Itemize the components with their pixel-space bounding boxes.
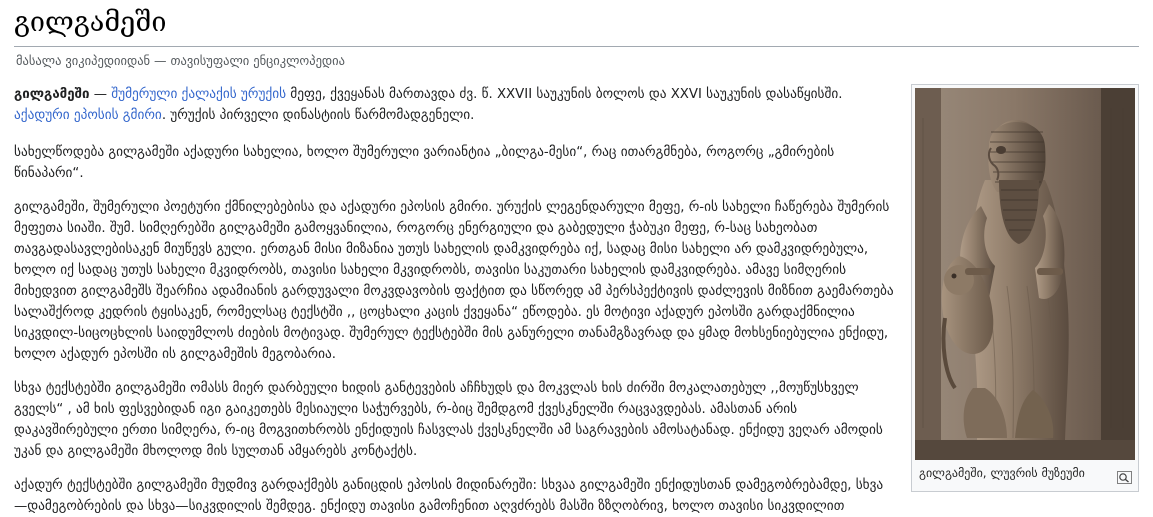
figure-thumbnail[interactable]	[911, 84, 1139, 492]
article-body	[14, 84, 894, 517]
link-sumerian-city[interactable]: შუმერული ქალაქის	[111, 86, 237, 102]
paragraph-2: სახელწოდება გილგამეში აქადური სახელია, ხოლო შუმერული ვარიანტია „ბილგა-მესი“, რაც ითარგმნება, როგორც „გმირების წინაპარი“.	[14, 144, 835, 181]
paragraph-lead	[14, 84, 894, 126]
link-akkadian-epic-hero[interactable]: აქადური ეპოსის გმირი	[14, 107, 162, 123]
paragraph-3: გილგამეში, შუმერული პოეტური ქმნილებებისა და აქადური ეპოსის გმირი. ურუქის ლეგენდარული მეფე, რ-ის სახელი ჩაწერება შუმერის მეფეთა სიაში. შუმ. სიმღერებში გილგამეში გამოყვანილია, როგორც ენერგიული და გაბედული ჭაბუკი მეფე, რ-საც სახეობათ თავგადასავლებისაკენ მიუწევს გული. ერთგან მისი მიზანია უთუს სახელის დამკვიდრება იქ, სადაც მისი სახელი არ დამკვიდრებულა, ხოლო იქ სადაც უთუს სახელი მკვიდრობს, თავისი სახელი მკვიდრობს, თავისი საკუთარი სახელის დამკვიდრება. ამავე სიმღერის მიხედვით გილგამეშს შეარჩია ადამიანის გარდუვალი მოკვდავობის ფაქტით და სწორედ ამ პერსპექტივის დაძლევის მიზნით გაემართება სალაშქროდ კედრის ტყისაკენ, რომელსაც ტექსტში ,, ცოცხალი კაცის ქვეყანა“ ეწოდება. ეს მოტივი აქადურ ეპოსში გარდაქმნილია სიკვდილ-სიცოცხლის საიდუმლოს ძიების მოტივად. შუმერულ ტექსტებში მის განურელი თანამგზავრად და ყმად მოხსენიებულია ენქიდუ, ხოლო აქადურ ეპოსში ის გილგამეშის მეგობარია.	[14, 199, 894, 362]
link-uruk[interactable]: ურუქის	[240, 86, 287, 102]
figure-caption	[915, 460, 1135, 488]
text-run: მეფე, ქვეყანას მართავდა ძვ. წ. XXVII საუკუნის ბოლოს და XXVI საუკუნის დასაწყისში.	[286, 86, 843, 102]
text-run: —	[89, 86, 112, 102]
article-term: გილგამეში	[14, 86, 90, 102]
figure-caption-text: გილგამეში, ლუვრის მუზეუმი	[919, 465, 1085, 480]
article-content	[14, 84, 1139, 517]
site-subtitle: მასალა ვიკიპედიიდან — თავისუფალი ენციკლოპედია	[16, 52, 345, 68]
paragraph-4: სხვა ტექსტებში გილგამეში ომასს მიერ დარბეული ხიდის განტევების აჩჩხუდს და მოკვლას ხის ძირში მოკალათებულ ,,მოუწუსხველ გველს“ , ამ ხის ფესვებიდან იგი გაიკეთებს მესიაული საჭურვებს, რ-ბიც შემდგომ ქვესკნელში რაცვავდებას. ამასთან არის დაკავშირებული ერთი სიმღერა, რ-იც მოგვითხრობს ენქიდუის ჩასვლას ქვესკნელში ამ საგრავების ამოსატანად. ენქიდუ ვეღარ ამოდის უკან და გილგამეში მხოლოდ მის სულთან ამყარებს კონტაქტს.	[14, 380, 883, 459]
text-run: . ურუქის პირველი დინასტიის წარმომადგენელი.	[161, 107, 475, 123]
gilgamesh-relief-image[interactable]	[915, 88, 1135, 460]
page-title: გილგამეში	[14, 6, 1139, 47]
paragraph-5: აქადურ ტექსტებში გილგამეში მუდმივ გარდაქმებს განიცდის ეპოსის მიდინარეში: სხვაა გილგამეში ენქიდუსთან დამეგობრებამდე, სხვა—დამეგობრების და სხვა—სიკვდილის შემდეგ. ენქიდუ თავისი გამოჩენით აღვძრებს მასში ზზღობრივ, ხოლო თავისი სიკვდილით	[14, 477, 884, 514]
magnify-icon[interactable]	[1117, 471, 1132, 484]
relief-artwork	[915, 88, 1135, 460]
